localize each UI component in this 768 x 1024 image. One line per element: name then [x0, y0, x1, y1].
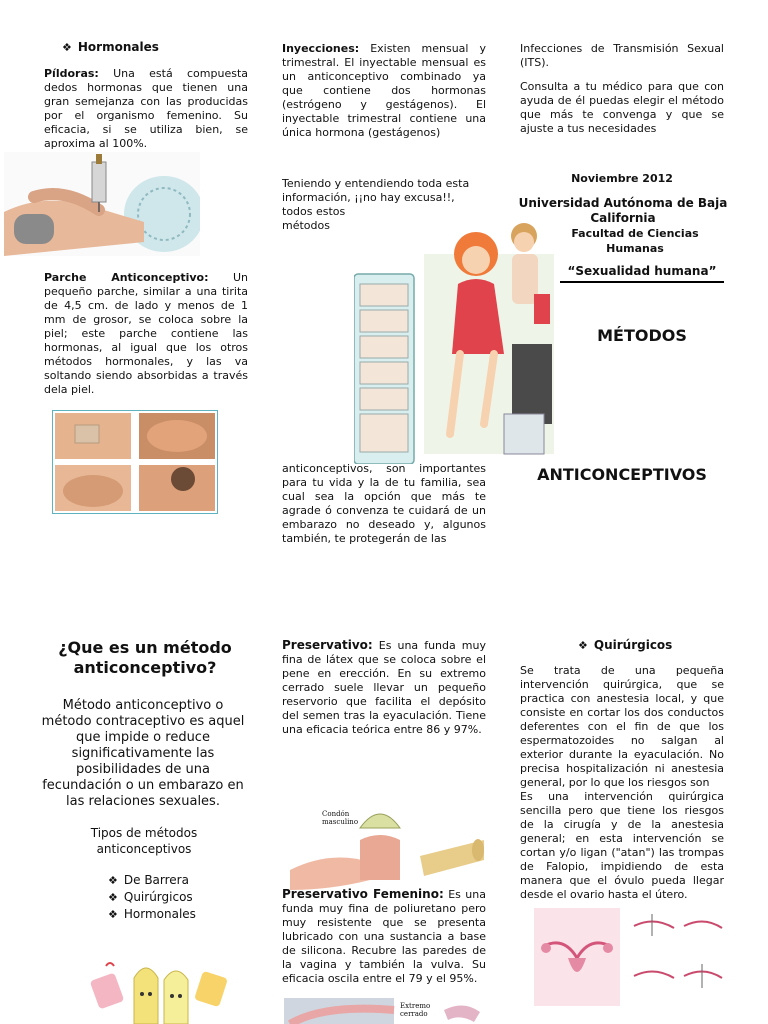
its-paragraph: Infecciones de Transmisión Sexual (ITS).: [520, 42, 724, 69]
cover-date: Noviembre 2012: [571, 172, 673, 185]
male-condom-image: [290, 800, 486, 890]
course-name: “Sexualidad humana”: [567, 264, 717, 278]
pildoras-paragraph: Píldoras: Una está compuesta dedos hormonas que tienen una gran semejanza con las producidas por el organismo femenino. Su eficacia, si se utiliza bien, se aproxima al 100%.: [44, 67, 248, 150]
type-item-quirurgicos: ❖ Quirúrgicos: [108, 889, 196, 906]
quirurgicos-heading: ❖ Quirúrgicos: [578, 638, 672, 652]
cartoon-condoms-image: [86, 958, 236, 1024]
definition-paragraph: Método anticonceptivo o método contraceptivo es aquel que impide o reduce significativamente las posibilidades de una fecundación o un embarazo en las relaciones sexuales.: [41, 698, 245, 809]
patch-image: [52, 410, 218, 514]
anticonceptivos-block: [282, 462, 486, 546]
university-name: Universidad Autónoma de Baja California: [518, 196, 728, 225]
question-heading: ¿Que es un método anticonceptivo?: [58, 638, 232, 677]
type-item-barrera: ❖ De Barrera: [108, 872, 196, 889]
course-rule: [560, 281, 724, 283]
hormonales-heading: ❖ Hormonales: [62, 40, 248, 55]
injection-image: [4, 152, 200, 256]
quirurgicos-paragraph-1: Se trata de una pequeña intervención quirúrgica, que se practica con anestesia local, y que consiste en cortar los dos conductos deferentes con el fin de que los espermatozoides no salgan al exterior durante la eyaculación. No precisa hospitalización ni anestesia general, por lo que los riesgos son: [520, 664, 724, 789]
preservativo-paragraph: Preservativo: Es una funda muy fina de látex que se coloca sobre el pene en erección. En su extremo cerrado suele llevar un pequeño reservorio que facilita el depósito del semen tras la eyaculación. Tiene una eficacia teórica entre 86 y 97%.: [282, 638, 486, 736]
anticonceptivos-paragraph: anticonceptivos, son importantes para tu vida y la de tu familia, sea cual sea la opción que más te agrade ó convenza te cuidará de un embarazo no deseado y, algunos también, te protegerán de las: [282, 462, 486, 545]
tubal-ligation-image: [534, 906, 726, 1008]
condon-label: Condón masculino: [322, 810, 359, 826]
femenino-paragraph: Preservativo Femenino: Es una funda muy fina de poliuretano pero muy resistente que se presenta lubricado con una sustancia a base de silicona. Recubre las paredes de la vagina y también la vulva. Su eficacia oscila entre el 79 y el 95%.: [282, 887, 486, 985]
types-heading: Tipos de métodos anticonceptivos: [90, 826, 198, 856]
panel-cover: [520, 42, 724, 136]
panel-inyecciones: [282, 42, 486, 140]
panel-preservativo: [282, 638, 486, 737]
type-item-hormonales: ❖ Hormonales: [108, 906, 196, 923]
female-condom-image: [284, 996, 484, 1024]
panel-femenino: [282, 887, 486, 986]
extremo-label: Extremo cerrado: [400, 1002, 431, 1018]
inyecciones-paragraph: Inyecciones: Existen mensual y trimestral. El inyectable mensual es un anticonceptivo combinado ya que contiene dos hormonas (estrógeno y gestágenos). El inyectable trimestral contiene una única hormona (gestágenos): [282, 42, 486, 139]
teniendo-paragraph: Teniendo y entendiendo toda esta información, ¡¡no hay excusa!!, todos estos: [282, 177, 470, 218]
parche-paragraph: Parche Anticonceptivo: Un pequeño parche, similar a una tirita de 4,5 cm. de lado y menos de 1 mm de grosor, se coloca sobre la piel; este parche contiene las hormonas, al igual que los otros métodos hormonales, y las va soltando siendo absorbidas a través dela piel.: [44, 271, 248, 396]
couple-illustration: [354, 214, 558, 464]
metodos-word: métodos: [282, 219, 330, 232]
panel-parche: [44, 271, 248, 397]
panel-quirurgicos: [520, 664, 724, 902]
cover-title-metodos: MÉTODOS: [597, 326, 687, 345]
quirurgicos-paragraph-2: Es una intervención quirúrgica sencilla pero que tiene los riesgos de la cirugía y de la anestesia general; en esta intervención se cortan y/o ligan ("atan") las trompas de Falopio, impidiendo de esta manera que el óvulo pueda llegar desde el ovario hasta el útero.: [520, 790, 724, 901]
types-list: [108, 872, 196, 923]
consulta-paragraph: Consulta a tu médico para que con ayuda de él puedas elegir el método que más te convenga y que se ajuste a tus necesidades: [520, 80, 724, 135]
cover-title-anticonceptivos: ANTICONCEPTIVOS: [537, 465, 707, 484]
faculty-name: Facultad de Ciencias Humanas: [571, 227, 699, 255]
panel-hormonales: [44, 40, 248, 151]
